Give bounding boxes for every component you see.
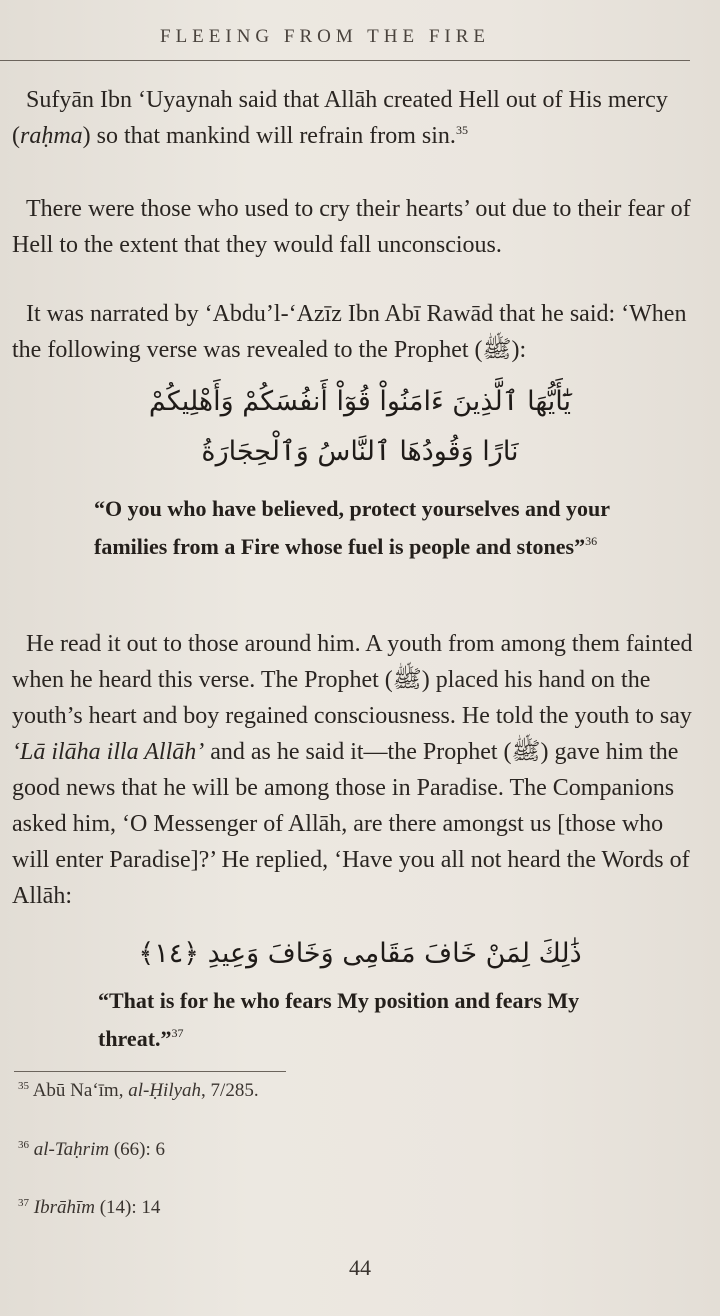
paragraph-crying [12, 191, 700, 263]
arabic-verse-2 [0, 929, 720, 979]
paragraph-text: There were those who used to cry their hearts’ out due to their fear of Hell to the extent that they would fall unconscious. [12, 196, 691, 258]
paragraph-narration [12, 296, 700, 368]
footnote-ref: 36 [585, 534, 598, 548]
footnote-text: Abū Na‘īm, [32, 1080, 129, 1101]
footnote-37 [18, 1197, 160, 1219]
page-number: 44 [349, 1255, 371, 1280]
paragraph-text: He read it out to those around him. A youth from among them fainted when he heard this verse. The Prophet (ﷺ) placed his hand on the youth’s heart and boy regained consciousness. He told the youth to say [12, 631, 693, 729]
footnote-title: al-Taḥrim [33, 1139, 110, 1160]
paragraph-sufyan [12, 82, 700, 154]
paragraph-text: It was narrated by ‘Abdu’l-‘Azīz Ibn Abī Rawād that he said: ‘When the following verse was revealed to the Prophet (ﷺ): [12, 301, 687, 363]
header-rule [0, 60, 690, 61]
verse-translation-2 [98, 982, 658, 1058]
paragraph-text: and as he said it—the Prophet (ﷺ) gave him the good news that he will be among those in Paradise. The Companions asked him, ‘O Messenger of Allāh, are there amongst us [those who will enter Paradise]?’ He replied, ‘Have you all not heard the Words of Allāh: [12, 739, 690, 909]
italic-term: raḥma [20, 123, 83, 149]
footnote-title: Ibrāhīm [33, 1197, 95, 1218]
footnote-rule [14, 1071, 286, 1072]
verse-translation-1 [94, 490, 654, 566]
footnote-title: al-Ḥilyah [128, 1080, 202, 1101]
paragraph-youth [12, 626, 700, 914]
arabic-line: يَٰٓأَيُّهَا ٱلَّذِينَ ءَامَنُواْ قُوٓاْ أَنفُسَكُمْ وَأَهْلِيكُمْ [148, 386, 572, 417]
footnote-number: 36 [18, 1139, 29, 1151]
footnote-text: (14): 14 [94, 1197, 161, 1218]
footnote-number: 35 [18, 1080, 29, 1092]
footnote-ref: 37 [171, 1026, 184, 1040]
footnote-text: , 7/285. [201, 1080, 259, 1101]
footnote-number: 37 [18, 1197, 29, 1209]
translation-text: “That is for he who fears My position and fears My threat.” [98, 988, 580, 1051]
arabic-line: نَارًا وَقُودُهَا ٱلنَّاسُ وَٱلْحِجَارَةُ [201, 436, 519, 467]
footnote-36 [18, 1139, 165, 1161]
footnote-35 [18, 1080, 259, 1102]
italic-term: ‘Lā ilāha illa Allāh’ [12, 739, 205, 765]
running-head: FLEEING FROM THE FIRE [160, 26, 491, 47]
translation-text: “O you who have believed, protect yourselves and your families from a Fire whose fuel is people and stones” [94, 496, 610, 559]
arabic-line: ذَٰلِكَ لِمَنْ خَافَ مَقَامِى وَخَافَ وَعِيدِ ﴿١٤﴾ [138, 938, 582, 969]
arabic-verse-1 [0, 377, 720, 477]
footnote-text: (66): 6 [109, 1139, 166, 1160]
paragraph-text: ) so that mankind will refrain from sin. [82, 123, 456, 149]
paragraph-text: Sufyān Ibn ‘Uyaynah said that Allāh created Hell out of His mercy ( [12, 87, 668, 149]
footnote-ref: 35 [455, 123, 468, 137]
